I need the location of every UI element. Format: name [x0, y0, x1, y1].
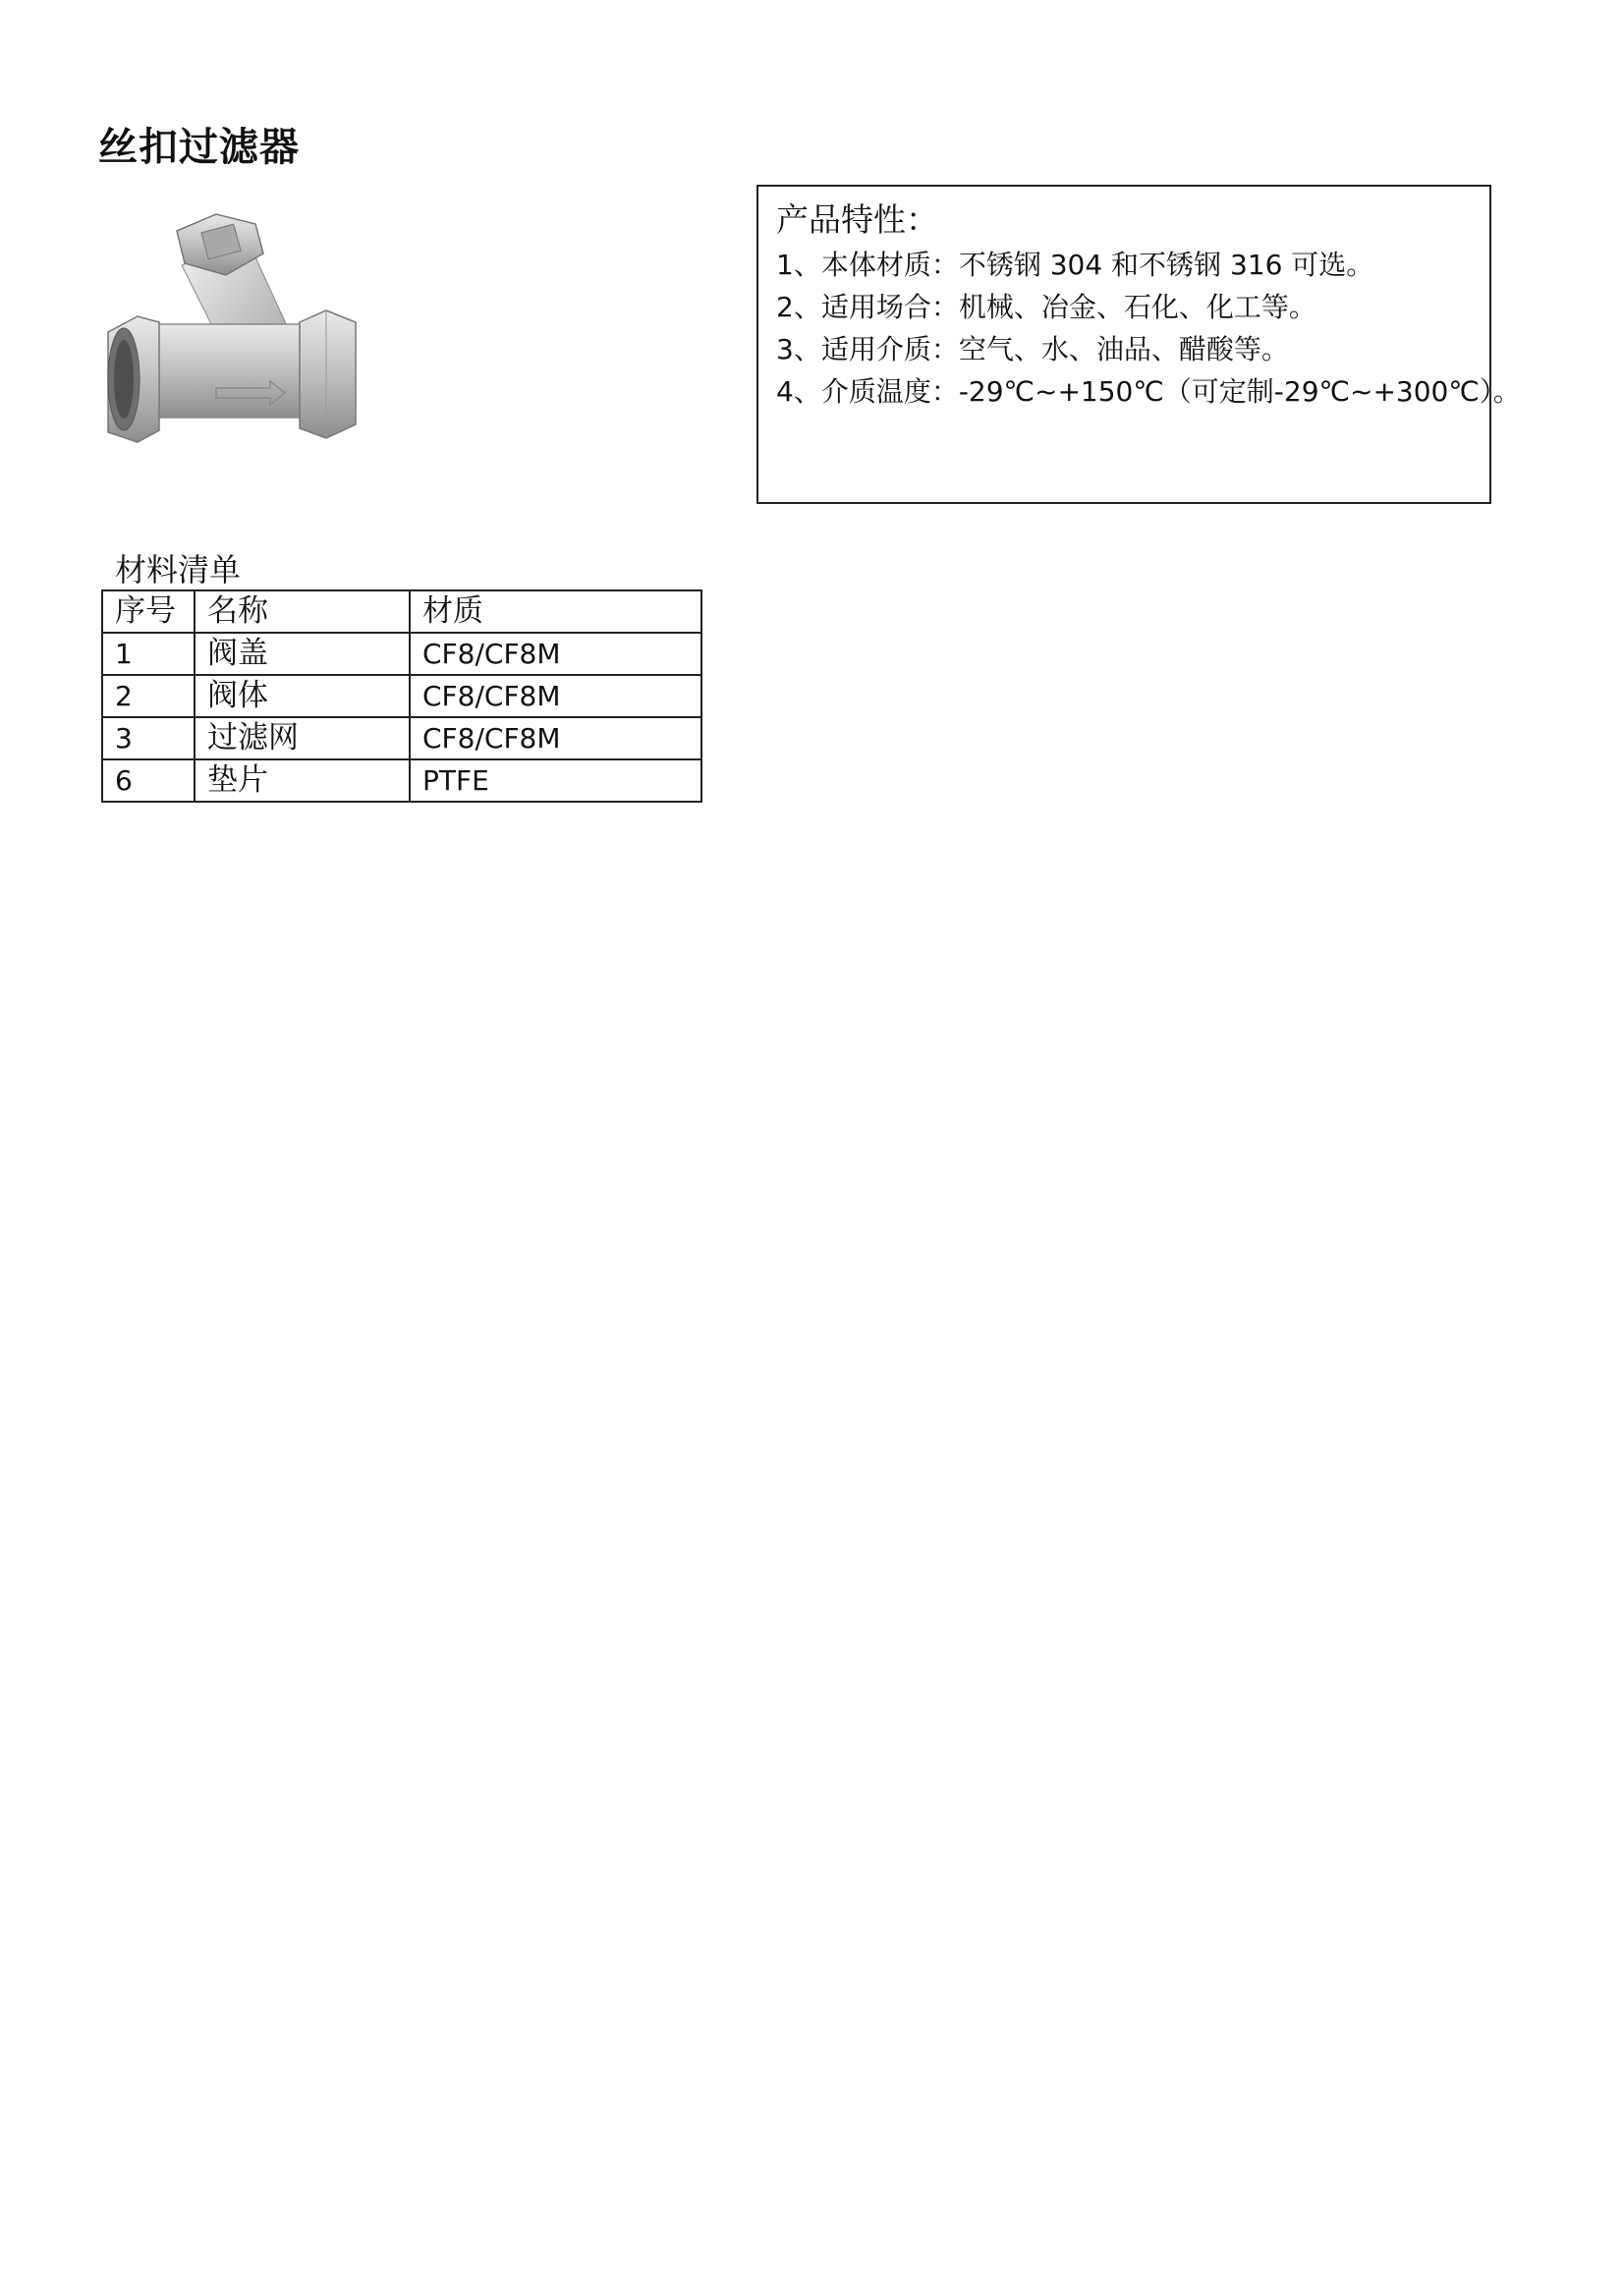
features-heading: 产品特性：	[776, 200, 938, 239]
cell-no: 6	[102, 759, 195, 802]
bill-of-materials-table	[101, 589, 702, 803]
page-title: 丝扣过滤器	[98, 125, 300, 170]
table-row	[102, 675, 701, 717]
cell-name: 过滤网	[195, 717, 410, 759]
cell-material: CF8/CF8M	[410, 675, 701, 717]
product-features-box	[756, 185, 1521, 504]
header-name: 名称	[195, 590, 410, 633]
y-strainer-product-image	[98, 206, 393, 462]
cell-no: 2	[102, 675, 195, 717]
table-row	[102, 717, 701, 759]
feature-item: 4、介质温度：-29℃~+150℃（可定制-29℃~+300℃）。	[776, 375, 1521, 408]
cell-name: 阀体	[195, 675, 410, 717]
cell-material: PTFE	[410, 759, 701, 802]
cell-no: 3	[102, 717, 195, 759]
feature-item: 1、本体材质：不锈钢 304 和不锈钢 316 可选。	[776, 249, 1374, 281]
table-row	[102, 759, 701, 802]
table-header-row	[102, 590, 701, 633]
table-row	[102, 633, 701, 675]
cell-name: 垫片	[195, 759, 410, 802]
feature-item: 2、适用场合：机械、冶金、石化、化工等。	[776, 291, 1316, 323]
features-list	[776, 244, 1521, 413]
cell-name: 阀盖	[195, 633, 410, 675]
header-material: 材质	[410, 590, 701, 633]
cell-material: CF8/CF8M	[410, 717, 701, 759]
cell-material: CF8/CF8M	[410, 633, 701, 675]
feature-item: 3、适用介质：空气、水、油品、醋酸等。	[776, 333, 1289, 365]
bom-caption: 材料清单	[115, 551, 242, 588]
header-no: 序号	[102, 590, 195, 633]
cell-no: 1	[102, 633, 195, 675]
